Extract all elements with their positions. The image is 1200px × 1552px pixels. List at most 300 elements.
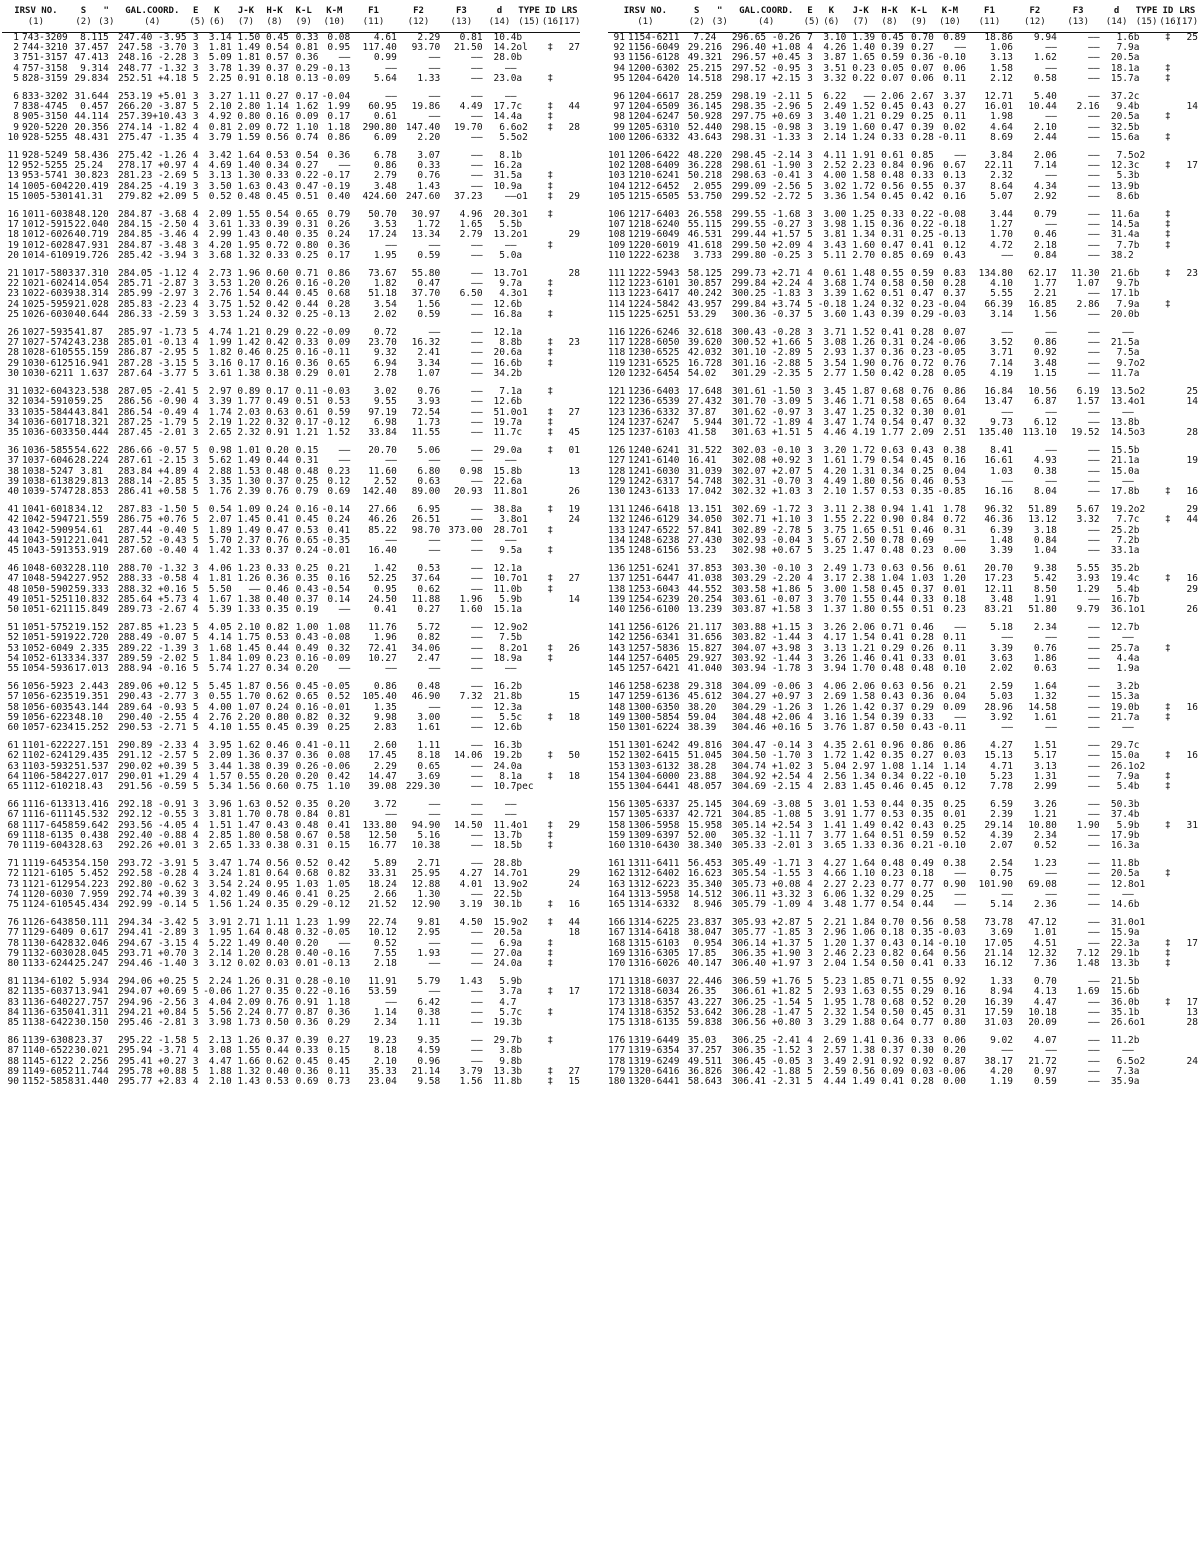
cell-h-k: 0.29 bbox=[881, 111, 904, 123]
cell-k: 2.73 bbox=[208, 268, 232, 280]
cell-irsv-no bbox=[2, 133, 70, 143]
cell-lrs bbox=[559, 1036, 580, 1046]
cell-k-l: 0.25 bbox=[911, 465, 934, 477]
cell-id: ‡ bbox=[1165, 750, 1171, 762]
cell-id bbox=[542, 605, 559, 615]
cell-seconds: 41 bbox=[97, 406, 109, 418]
cell-e: 4 bbox=[192, 770, 199, 782]
cell-type: o1 bbox=[1133, 1017, 1146, 1029]
cell-f2: 10.18 bbox=[1028, 1006, 1057, 1018]
cell-k-l: 0.29 bbox=[911, 701, 934, 713]
cell-j-k: 1.77 bbox=[852, 899, 876, 911]
cell-s: 11.7 bbox=[74, 1065, 98, 1077]
cell-f1: 5.07 bbox=[990, 190, 1013, 202]
cell-j-k: 1.01 bbox=[237, 445, 261, 457]
column-number-row bbox=[2, 17, 580, 33]
cell-s: 27.4 bbox=[687, 534, 711, 546]
cell-f2: 4.59 bbox=[417, 1045, 441, 1057]
cell-gal-coord: 291.12 -2.57 bbox=[117, 750, 187, 762]
cell-h-k: 0.48 bbox=[881, 170, 904, 182]
cell-f3: 6.50 bbox=[459, 288, 483, 300]
cell-f2: 89.00 bbox=[411, 485, 441, 497]
cell-f2: 12.32 bbox=[1028, 947, 1057, 959]
cell-e: 5 bbox=[807, 426, 813, 438]
irsv-number: 1300-5854 bbox=[628, 711, 680, 723]
cell-lrs bbox=[559, 251, 580, 261]
cell-type: a bbox=[516, 986, 523, 998]
cell-s: 54.0 bbox=[687, 367, 711, 379]
cell-k: 3.42 bbox=[208, 150, 232, 162]
cell-f1: 5.03 bbox=[990, 691, 1013, 703]
row-index: 166 bbox=[608, 917, 626, 929]
cell-s: 16.6 bbox=[687, 868, 711, 880]
cell-k-m: 0.83 bbox=[943, 268, 966, 280]
cell-h-k: 0.42 bbox=[881, 819, 904, 831]
cell-s: 58.4 bbox=[74, 150, 98, 162]
irsv-number: 1318-6034 bbox=[628, 986, 680, 998]
cell-id: ‡ bbox=[547, 406, 554, 418]
cell-h-k: 0.18 bbox=[265, 72, 289, 84]
cell-j-k: 1.60 bbox=[852, 239, 876, 251]
cell-type: b bbox=[1133, 278, 1140, 290]
cell-k: 5.56 bbox=[208, 1006, 232, 1018]
cell-j-k: 1.25 bbox=[852, 209, 876, 221]
cell-type: a bbox=[516, 416, 523, 428]
cell-d: 12.6 bbox=[493, 298, 517, 310]
cell-f2: 147.40 bbox=[405, 121, 441, 133]
cell-gal-coord: 304.74 +1.02 bbox=[731, 760, 801, 772]
cell-seconds: 16 bbox=[710, 42, 723, 54]
cell-s: 26.3 bbox=[687, 986, 711, 998]
cell-k-l: 0.64 bbox=[911, 947, 934, 959]
cell-s: 22.7 bbox=[74, 632, 98, 644]
row-index: 48 bbox=[7, 583, 19, 595]
header-h-k: H-K bbox=[266, 6, 283, 16]
cell-seconds: 20 bbox=[97, 632, 109, 644]
cell-id bbox=[1159, 387, 1176, 397]
cell-seconds: 3 bbox=[97, 781, 103, 792]
cell-lrs bbox=[559, 289, 580, 299]
cell-gal-coord: 288.32 +0.16 bbox=[117, 583, 187, 595]
cell-j-k: 1.79 bbox=[852, 455, 876, 467]
cell-d: 20.5 bbox=[493, 927, 517, 939]
cell-k: 2.49 bbox=[823, 563, 847, 575]
cell-lrs: 28 bbox=[568, 268, 580, 280]
cell-gal-coord: 304.07 +3.98 bbox=[731, 642, 801, 654]
cell-k-l: 0.51 bbox=[295, 396, 319, 408]
cell-d: 16.3 bbox=[1110, 840, 1134, 852]
cell-f2: 0.33 bbox=[417, 160, 441, 172]
cell-id: ‡ bbox=[1165, 219, 1171, 231]
cell-k-l: 0.11 bbox=[295, 386, 319, 398]
row-index: 179 bbox=[608, 1065, 626, 1077]
cell-id bbox=[1159, 890, 1176, 900]
cell-lrs bbox=[1176, 408, 1198, 418]
cell-j-k: 1.70 bbox=[237, 691, 261, 703]
cell-j-k: 2.97 bbox=[852, 760, 876, 772]
cell-j-k: 1.24 bbox=[852, 131, 876, 143]
cell-k-m: 0.27 bbox=[327, 1035, 351, 1047]
row-index: 180 bbox=[608, 1076, 626, 1088]
cell-k-l: 0.50 bbox=[911, 278, 934, 290]
cell-j-k: 0.48 bbox=[237, 190, 261, 202]
cell-k-l: 0.36 bbox=[295, 750, 319, 762]
cell-id bbox=[542, 800, 559, 810]
cell-k-l: 0.36 bbox=[911, 52, 934, 64]
cell-f3: 19.70 bbox=[453, 121, 483, 133]
cell-id bbox=[1159, 1067, 1176, 1077]
cell-s: 29.4 bbox=[74, 750, 98, 762]
cell-id: ‡ bbox=[547, 711, 554, 723]
cell-id: ‡ bbox=[547, 1035, 554, 1047]
cell-gal-coord: 284.05 -1.12 bbox=[117, 268, 187, 280]
cell-f3: —— bbox=[1088, 52, 1100, 64]
irsv-number: 1319-6354 bbox=[628, 1045, 680, 1057]
cell-lrs bbox=[559, 998, 580, 1008]
cell-f2: —— bbox=[1045, 445, 1057, 457]
irsv-number: 1145-6122 bbox=[22, 1055, 74, 1067]
irsv-number: 1052-6133 bbox=[22, 652, 74, 664]
cell-h-k: 0.53 bbox=[265, 632, 289, 644]
cell-e: 3 bbox=[807, 691, 813, 703]
row-index: 159 bbox=[608, 829, 626, 841]
cell-id bbox=[1159, 800, 1176, 810]
cell-id: ‡ bbox=[1165, 209, 1171, 221]
cell-irsv-no bbox=[2, 426, 74, 438]
irsv-number: 1204-6247 bbox=[628, 111, 680, 123]
cell-f1: —— bbox=[385, 662, 397, 674]
cell-f1: 4.19 bbox=[990, 367, 1013, 379]
cell-f3: —— bbox=[1088, 455, 1100, 467]
cell-h-k: 0.31 bbox=[881, 229, 904, 241]
cell-s: 15.2 bbox=[74, 721, 98, 733]
cell-type: a bbox=[516, 327, 523, 339]
cell-j-k: 1.55 bbox=[237, 1045, 261, 1057]
cell-f2: 4.93 bbox=[1033, 455, 1057, 467]
cell-f2: 2.41 bbox=[417, 347, 441, 359]
cell-j-k: 1.24 bbox=[852, 298, 876, 310]
cell-f3: 4.27 bbox=[459, 868, 483, 880]
cell-h-k: 0.29 bbox=[881, 642, 904, 654]
irsv-number: 1316-6026 bbox=[628, 958, 680, 970]
cell-k: 0.61 bbox=[823, 268, 847, 280]
cell-type: b bbox=[516, 840, 523, 852]
cell-j-k: 1.21 bbox=[237, 327, 261, 339]
cell-f1: —— bbox=[1001, 632, 1013, 644]
cell-f1: 7.14 bbox=[990, 357, 1013, 369]
cell-id bbox=[542, 53, 559, 63]
cell-f3: 14.06 bbox=[453, 750, 483, 762]
cell-k: 4.66 bbox=[823, 868, 847, 880]
cell-s: 21.5 bbox=[74, 514, 98, 526]
row-index: 38 bbox=[7, 465, 19, 477]
cell-d: 15.9 bbox=[1110, 927, 1134, 939]
cell-s: 31.5 bbox=[687, 445, 711, 457]
cell-j-k: 1.52 bbox=[852, 101, 876, 113]
cell-j-k: 1.49 bbox=[237, 524, 261, 536]
cell-f1: 2.52 bbox=[373, 475, 397, 487]
cell-f3: —— bbox=[1088, 642, 1100, 654]
cell-f2: 1.51 bbox=[1033, 740, 1057, 752]
cell-k: 3.71 bbox=[823, 327, 847, 339]
cell-id bbox=[1159, 359, 1176, 369]
cell-e: 5 bbox=[192, 760, 199, 772]
cell-id: ‡ bbox=[1165, 62, 1171, 74]
cell-e: 3 bbox=[807, 888, 813, 900]
cell-f3: —— bbox=[1088, 209, 1100, 221]
cell-f3: —— bbox=[1088, 347, 1100, 359]
cell-gal-coord: 299.09 -2.56 bbox=[731, 180, 801, 192]
cell-k: 4.20 bbox=[208, 239, 232, 251]
cell-type: c bbox=[516, 1006, 523, 1018]
cell-d: 21.5 bbox=[1110, 976, 1134, 988]
table-row bbox=[2, 515, 580, 525]
cell-lrs bbox=[1176, 210, 1198, 220]
row-index: 103 bbox=[608, 170, 626, 182]
cell-e: 5 bbox=[192, 416, 199, 428]
table-row bbox=[608, 1018, 1198, 1028]
table-row bbox=[608, 782, 1198, 792]
cell-type: o2 bbox=[1133, 386, 1146, 398]
header-s: S bbox=[80, 6, 87, 16]
cell-seconds: 50 bbox=[710, 514, 723, 526]
cell-f3: 37.23 bbox=[453, 190, 483, 202]
cell-seconds: 57 bbox=[710, 298, 723, 310]
cell-id: ‡ bbox=[547, 416, 554, 428]
cell-gal-coord: 286.56 -0.90 bbox=[117, 396, 187, 408]
table-row bbox=[608, 133, 1198, 143]
cell-f2: 0.65 bbox=[417, 760, 441, 772]
cell-gal-coord: 303.30 -0.10 bbox=[731, 563, 801, 575]
cell-seconds: 52 bbox=[97, 868, 109, 880]
cell-h-k: 0.53 bbox=[881, 809, 904, 821]
cell-f1: 3.54 bbox=[373, 298, 397, 310]
cell-h-k: 0.63 bbox=[265, 406, 289, 418]
row-index: 60 bbox=[7, 721, 19, 733]
cell-gal-coord: 305.93 +2.87 bbox=[731, 917, 801, 929]
cell-gal-coord: 299.52 -2.72 bbox=[731, 190, 801, 202]
cell-gal-coord: 296.40 +1.08 bbox=[731, 42, 801, 54]
cell-seconds: 13 bbox=[97, 475, 109, 487]
cell-k: 4.14 bbox=[208, 632, 232, 644]
row-index: 152 bbox=[608, 750, 626, 762]
row-index: 66 bbox=[7, 799, 19, 811]
cell-d: 36.0 bbox=[1110, 996, 1134, 1008]
cell-lrs bbox=[559, 605, 580, 615]
cell-f2: 98.70 bbox=[411, 524, 441, 536]
cell-h-k: 0.82 bbox=[265, 622, 289, 634]
cell-h-k: 0.54 bbox=[881, 416, 904, 428]
row-index: 30 bbox=[7, 367, 19, 379]
cell-k: 3.68 bbox=[208, 249, 232, 261]
cell-e: 4 bbox=[807, 268, 813, 280]
cell-s: 0.4 bbox=[80, 829, 98, 841]
cell-f1: 35.33 bbox=[368, 1065, 397, 1077]
cell-k-l: 0.35 bbox=[295, 799, 319, 811]
cell-j-k: 1.41 bbox=[852, 1035, 876, 1047]
cell-id bbox=[1159, 536, 1176, 546]
row-index: 67 bbox=[7, 809, 19, 821]
cell-d: 21.8 bbox=[493, 691, 517, 703]
cell-f3: —— bbox=[471, 781, 483, 792]
cell-j-k: 1.72 bbox=[852, 180, 876, 192]
cell-seconds: 22 bbox=[710, 445, 723, 457]
cell-f1: —— bbox=[1001, 1045, 1013, 1057]
cell-f2: 1.43 bbox=[417, 180, 441, 192]
cell-k-m: 0.13 bbox=[943, 170, 966, 182]
cell-gal-coord: 302.69 -1.72 bbox=[731, 504, 801, 516]
cell-e: 5 bbox=[192, 781, 199, 792]
irsv-number: 1315-6103 bbox=[628, 937, 680, 949]
cell-lrs: 16 bbox=[568, 899, 580, 911]
row-index: 21 bbox=[7, 268, 19, 280]
cell-s: 59.6 bbox=[74, 819, 98, 831]
cell-j-k: 1.33 bbox=[237, 603, 261, 615]
cell-s: 41.3 bbox=[74, 190, 98, 202]
cell-gal-coord: 292.12 -0.55 bbox=[117, 809, 187, 821]
cell-k-l: 0.23 bbox=[911, 298, 934, 310]
cell-h-k: 0.27 bbox=[265, 91, 289, 103]
cell-f3: —— bbox=[1088, 416, 1100, 428]
cell-type bbox=[516, 664, 541, 674]
cell-h-k: 0.40 bbox=[265, 1065, 289, 1077]
row-index: 143 bbox=[608, 642, 626, 654]
header-k-m: K-M bbox=[326, 6, 343, 16]
cell-k: 2.24 bbox=[208, 976, 232, 988]
cell-seconds: 15 bbox=[710, 219, 723, 231]
cell-k: 2.10 bbox=[208, 1076, 232, 1088]
cell-seconds: 38 bbox=[710, 573, 723, 585]
cell-e: 3 bbox=[192, 799, 199, 811]
cell-lrs bbox=[1176, 654, 1198, 664]
cell-d: 25.7 bbox=[1110, 642, 1134, 654]
row-index: 28 bbox=[7, 347, 19, 359]
row-index: 169 bbox=[608, 947, 626, 959]
cell-h-k: 0.43 bbox=[881, 937, 904, 949]
cell-gal-coord: 304.50 -1.70 bbox=[731, 750, 801, 762]
cell-id bbox=[1159, 43, 1176, 53]
cell-d: 11.8 bbox=[493, 1076, 517, 1088]
cell-k: 4.46 bbox=[823, 426, 847, 438]
irsv-number: 1051-6211 bbox=[22, 603, 74, 615]
cell-h-k: 0.45 bbox=[881, 583, 904, 595]
cell-gal-coord: 301.16 -2.88 bbox=[731, 357, 801, 369]
cell-lrs bbox=[1176, 279, 1198, 289]
cell-gal-coord: 286.54 -0.49 bbox=[117, 406, 187, 418]
cell-f3: 5.67 bbox=[1076, 504, 1100, 516]
cell-j-k: 2.09 bbox=[237, 996, 261, 1008]
cell-gal-coord: 285.01 -0.13 bbox=[117, 337, 187, 349]
cell-e: 7 bbox=[807, 32, 813, 43]
cell-j-k: 1.64 bbox=[237, 150, 261, 162]
cell-h-k: 0.33 bbox=[265, 249, 289, 261]
cell-d: 7.7 bbox=[1116, 239, 1134, 251]
cell-k-m: 0.80 bbox=[943, 1017, 966, 1029]
row-index: 100 bbox=[608, 131, 626, 143]
cell-k-m: -0.03 bbox=[321, 386, 351, 398]
cell-f3: —— bbox=[471, 927, 483, 939]
cell-k-l: 0.86 bbox=[911, 740, 934, 752]
cell-j-k: 1.59 bbox=[237, 131, 261, 143]
cell-k-m: 0.76 bbox=[943, 357, 966, 369]
cell-j-k: 1.33 bbox=[237, 840, 261, 852]
cell-seconds: 32 bbox=[97, 593, 109, 605]
cell-id: ‡ bbox=[547, 958, 554, 970]
cell-type: b bbox=[1133, 524, 1140, 536]
cell-type: o2 bbox=[516, 121, 528, 133]
cell-e: 5 bbox=[192, 101, 199, 113]
cell-type: b bbox=[516, 1017, 523, 1029]
cell-j-k: 0.17 bbox=[237, 357, 261, 369]
cell-lrs: 14 bbox=[1186, 101, 1198, 113]
cell-irsv-no bbox=[608, 1018, 683, 1028]
cell-type: o1 bbox=[516, 406, 528, 418]
cell-s: 18.3 bbox=[74, 416, 98, 428]
row-index: 117 bbox=[608, 337, 626, 349]
table-row bbox=[608, 900, 1198, 910]
cell-k-l: 0.29 bbox=[295, 899, 319, 911]
cell-lrs bbox=[1176, 251, 1198, 261]
row-index: 137 bbox=[608, 573, 626, 585]
cell-d: 10.9 bbox=[493, 180, 517, 192]
cell-h-k: 0.37 bbox=[265, 544, 289, 556]
cell-f1: 4.20 bbox=[990, 1065, 1013, 1077]
cell-f2: 2.47 bbox=[417, 652, 441, 664]
header-k: K bbox=[828, 6, 835, 16]
cell-s: 56.4 bbox=[687, 858, 711, 870]
cell-gal-coord: 284.25 -4.19 bbox=[117, 180, 187, 192]
cell-lrs: 31 bbox=[1186, 819, 1198, 831]
cell-f1: 1.14 bbox=[373, 1006, 397, 1018]
cell-f1: 9.98 bbox=[373, 711, 397, 723]
cell-k-l: 0.54 bbox=[295, 150, 319, 162]
cell-s: 29.9 bbox=[687, 652, 711, 664]
row-index: 85 bbox=[7, 1017, 19, 1029]
cell-k-m: 0.16 bbox=[327, 573, 351, 585]
cell-id: ‡ bbox=[547, 986, 554, 998]
cell-h-k: 0.36 bbox=[881, 840, 904, 852]
cell-j-k: 1.07 bbox=[237, 701, 261, 713]
cell-f1: 60.95 bbox=[368, 101, 397, 113]
cell-e: 4 bbox=[192, 819, 199, 831]
cell-f3: —— bbox=[1088, 445, 1100, 457]
cell-h-k: 0.45 bbox=[881, 32, 904, 43]
cell-type: o1 bbox=[1133, 603, 1146, 615]
cell-f2: 0.63 bbox=[1033, 662, 1057, 674]
cell-j-k: 1.63 bbox=[852, 986, 876, 998]
cell-lrs: 17 bbox=[1186, 996, 1198, 1008]
cell-f2: 11.55 bbox=[411, 426, 441, 438]
cell-s: 37.8 bbox=[687, 563, 711, 575]
cell-s: 31.6 bbox=[74, 91, 98, 103]
header-seconds: " bbox=[716, 6, 723, 16]
cell-d: 7.9 bbox=[1116, 298, 1134, 310]
cell-k: 3.91 bbox=[208, 917, 232, 929]
colnum-gal-coord: (4) bbox=[729, 17, 804, 33]
cell-f1: 66.39 bbox=[984, 298, 1013, 310]
irsv-number: 1027-5935 bbox=[22, 327, 74, 339]
cell-seconds: 31 bbox=[97, 131, 109, 143]
cell-f3: —— bbox=[1088, 770, 1100, 782]
cell-f1: 3.44 bbox=[990, 209, 1013, 221]
cell-k-m: -0.14 bbox=[321, 504, 351, 516]
cell-seconds: 5 bbox=[97, 396, 103, 408]
cell-f1: 16.61 bbox=[984, 455, 1013, 467]
cell-j-k: 1.27 bbox=[237, 662, 261, 674]
cell-lrs bbox=[1176, 623, 1198, 633]
cell-id: ‡ bbox=[547, 445, 554, 457]
cell-k-l: 0.67 bbox=[295, 829, 319, 841]
